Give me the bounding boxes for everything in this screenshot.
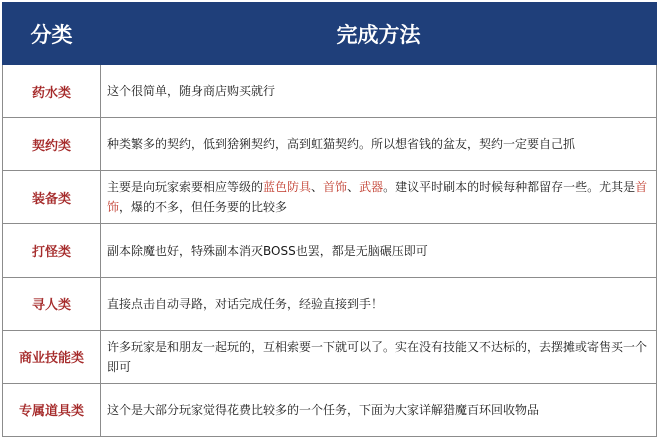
row-description: 这个很简单，随身商店购买就行 bbox=[101, 65, 657, 118]
highlight-text: 武器 bbox=[359, 180, 384, 195]
highlight-text: 蓝色防具 bbox=[263, 180, 312, 195]
row-category: 装备类 bbox=[3, 171, 101, 224]
table-row bbox=[3, 65, 657, 118]
row-description: 直接点击自动寻路，对话完成任务，经验直接到手！ bbox=[101, 277, 657, 330]
row-category: 药水类 bbox=[3, 65, 101, 118]
row-category: 契约类 bbox=[3, 118, 101, 171]
row-category: 专属道具类 bbox=[3, 383, 101, 436]
table-row bbox=[3, 330, 657, 383]
row-category: 商业技能类 bbox=[3, 330, 101, 383]
table-row bbox=[3, 383, 657, 436]
row-description: 主要是向玩家索要相应等级的蓝色防具、首饰、武器。建议平时刷本的时候每种都留存一些。尤其是首饰，爆的不多，但任务要的比较多 bbox=[101, 171, 657, 224]
row-category: 寻人类 bbox=[3, 277, 101, 330]
row-description: 许多玩家是和朋友一起玩的，互相索要一下就可以了。实在没有技能又不达标的，去摆摊或寄售买一个即可 bbox=[101, 330, 657, 383]
task-method-table bbox=[2, 2, 657, 437]
table-row bbox=[3, 277, 657, 330]
table-row bbox=[3, 224, 657, 277]
table-row bbox=[3, 118, 657, 171]
table-header-row bbox=[3, 3, 657, 65]
row-description: 种类繁多的契约，低到猞猁契约，高到虹猫契约。所以想省钱的盆友，契约一定要自己抓 bbox=[101, 118, 657, 171]
header-method: 完成方法 bbox=[101, 3, 657, 65]
highlight-text: 首饰 bbox=[107, 180, 648, 215]
row-description: 副本除魔也好，特殊副本消灭BOSS也罢，都是无脑碾压即可 bbox=[101, 224, 657, 277]
highlight-text: 首饰 bbox=[323, 180, 348, 195]
table-row bbox=[3, 171, 657, 224]
row-description: 这个是大部分玩家觉得花费比较多的一个任务，下面为大家详解猎魔百环回收物品 bbox=[101, 383, 657, 436]
row-category: 打怪类 bbox=[3, 224, 101, 277]
header-category: 分类 bbox=[3, 3, 101, 65]
